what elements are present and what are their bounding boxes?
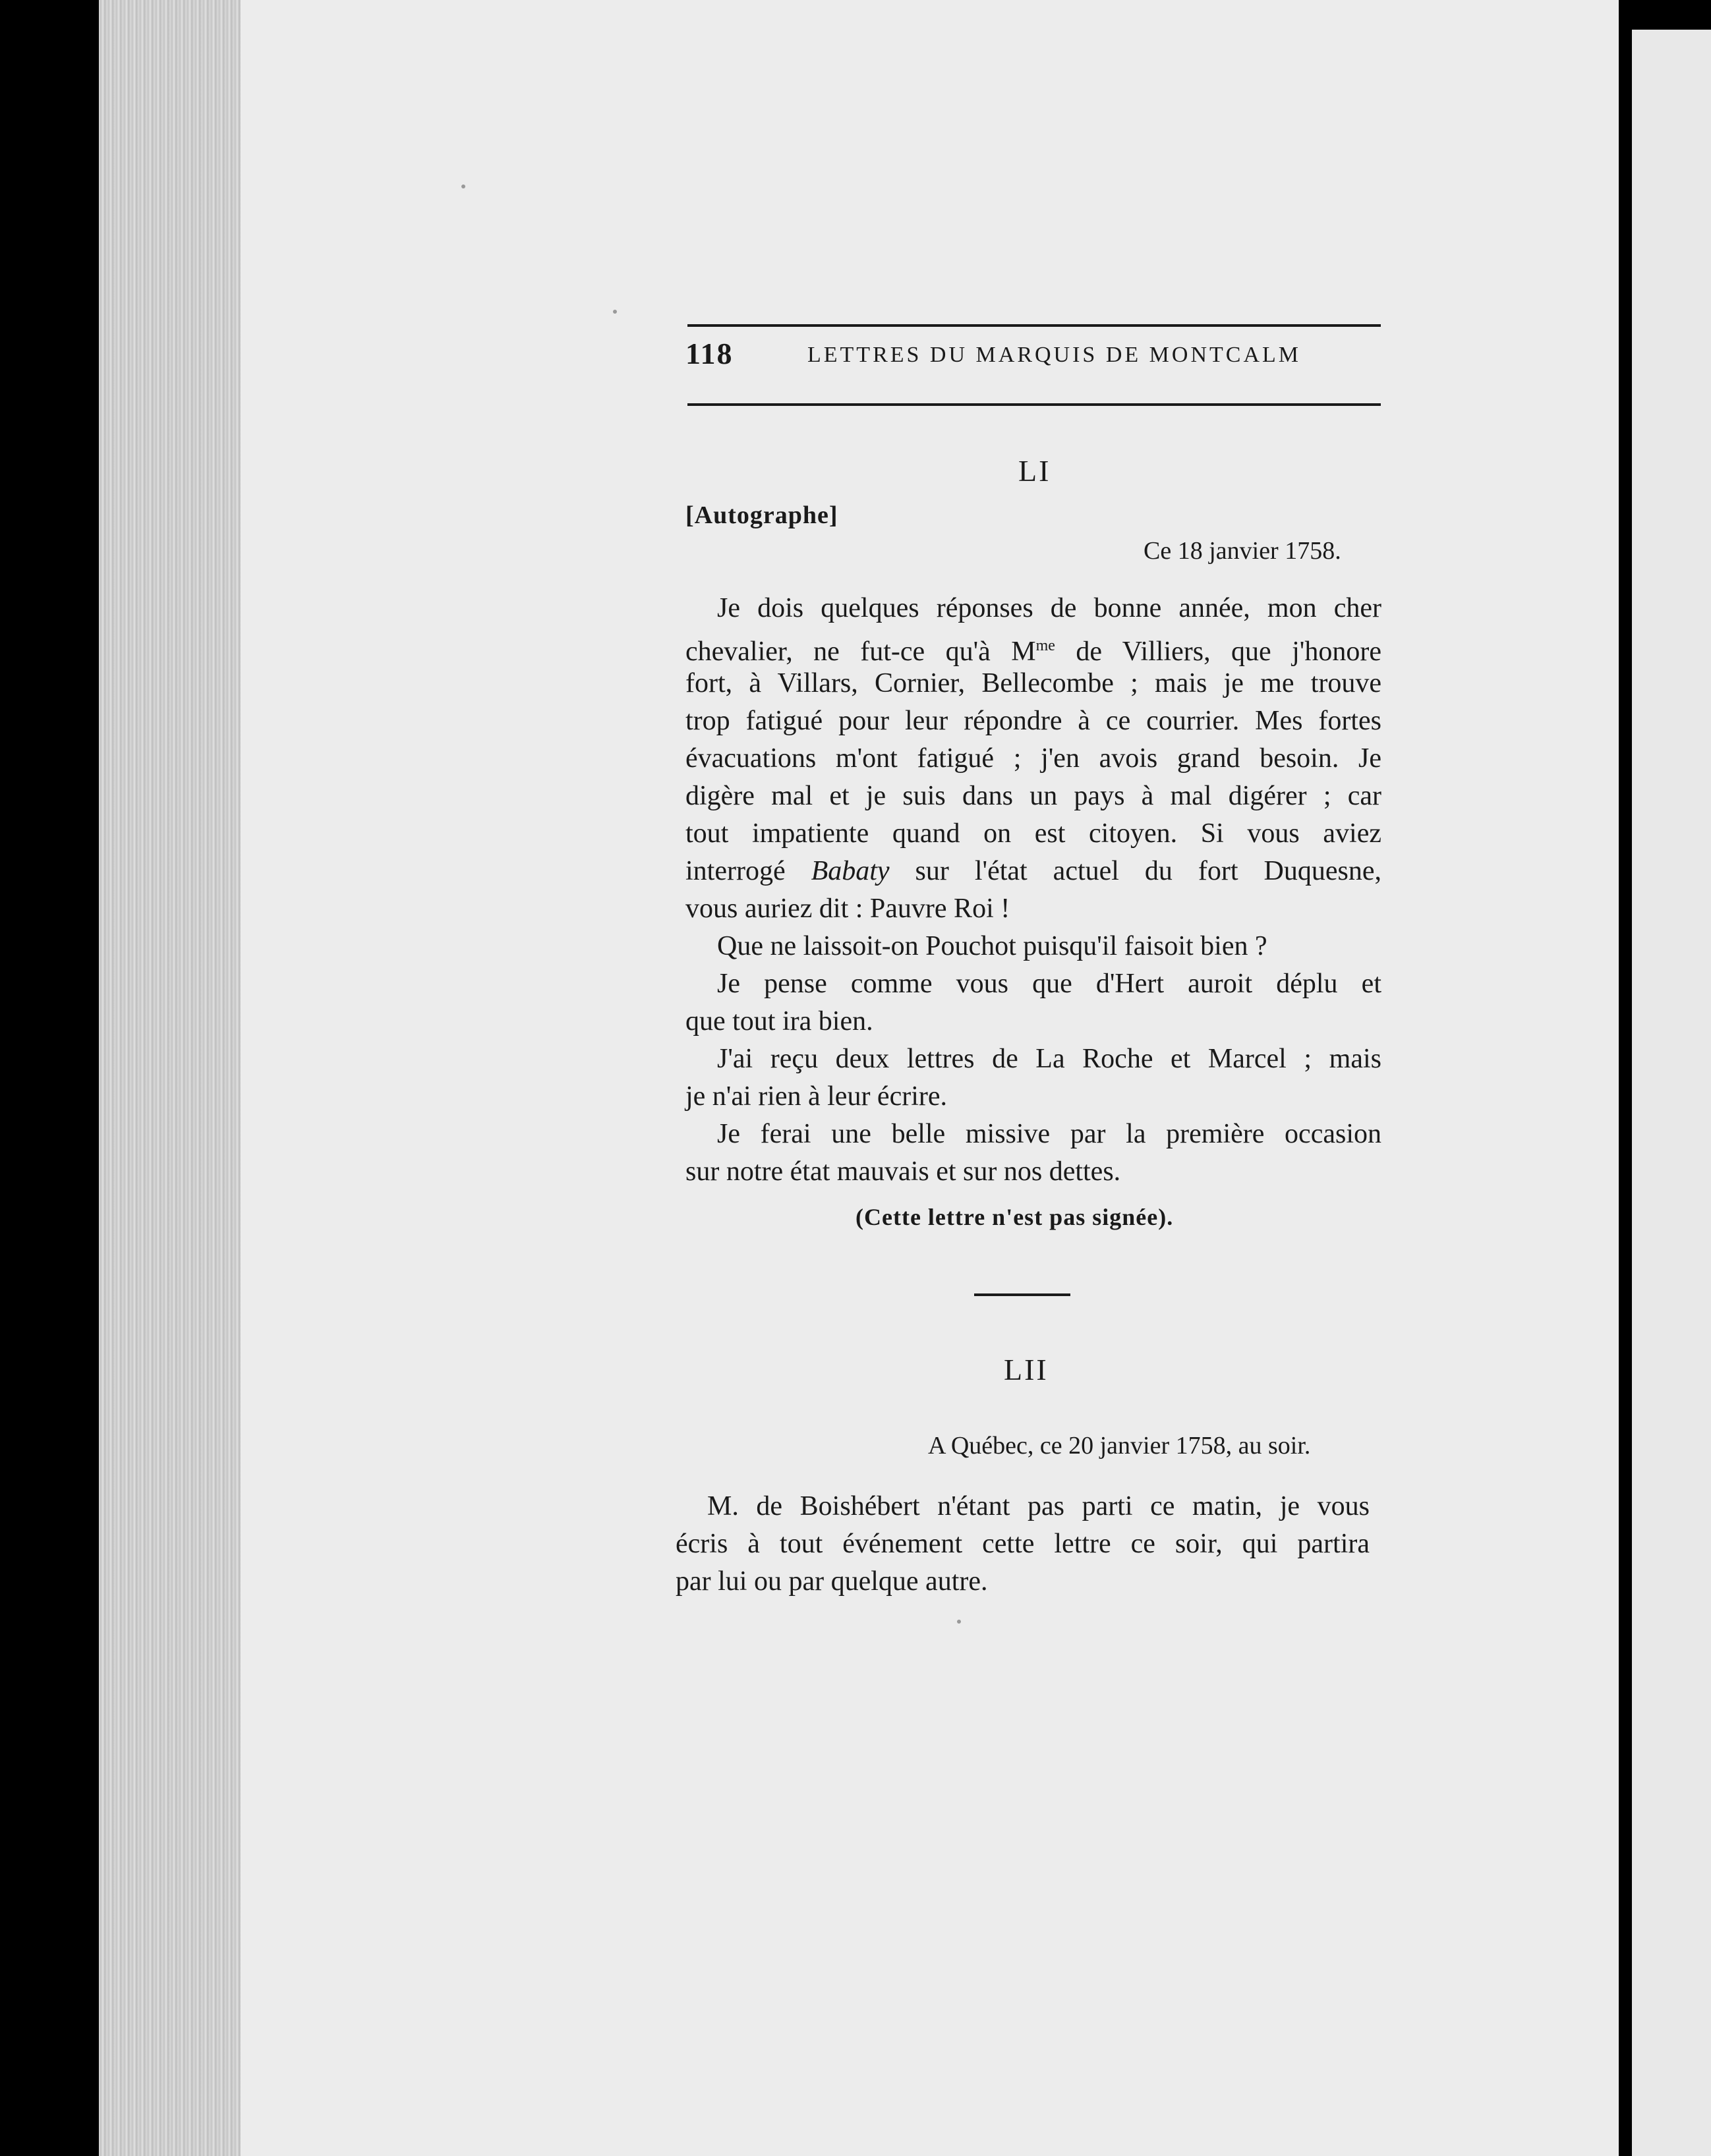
letter-line: que tout ira bien. [685, 1006, 873, 1036]
page-number: 118 [685, 337, 734, 370]
letter-number: LII [1004, 1353, 1049, 1386]
scan-speck [461, 184, 465, 188]
letter-line: par lui ou par quelque autre. [676, 1566, 988, 1597]
running-header [685, 336, 1384, 382]
letter-line: fort, à Villars, Cornier, Bellecombe ; mais je me trouve [685, 668, 1381, 698]
letter-line: tout impatiente quand on est citoyen. Si vous aviez [685, 818, 1381, 849]
letter-line: interrogé Babaty sur l'état actuel du fort Duquesne, [685, 856, 1381, 886]
letter-line: J'ai reçu deux lettres de La Roche et Marcel ; mais [717, 1044, 1381, 1074]
letter-line: M. de Boishébert n'étant pas parti ce matin, je vous [707, 1491, 1370, 1521]
letter-line: Je dois quelques réponses de bonne année, mon cher [717, 593, 1381, 623]
header-bottom-rule [687, 403, 1381, 406]
letter-line: Je ferai une belle missive par la première occasion [717, 1119, 1381, 1149]
letter-line: Je pense comme vous que d'Hert auroit déplu et [717, 969, 1381, 999]
letter-line: Que ne laissoit-on Pouchot puisqu'il faisoit bien ? [717, 931, 1267, 961]
letter-line: vous auriez dit : Pauvre Roi ! [685, 894, 1010, 924]
scan-speck [613, 310, 617, 314]
letter-date: A Québec, ce 20 janvier 1758, au soir. [928, 1432, 1311, 1460]
letter-line: évacuations m'ont fatigué ; j'en avois grand besoin. Je [685, 743, 1381, 774]
letter-line: digère mal et je suis dans un pays à mal digérer ; car [685, 781, 1381, 811]
letter-line: je n'ai rien à leur écrire. [685, 1081, 947, 1112]
letter-line: écris à tout événement cette lettre ce soir, qui partira [676, 1529, 1370, 1559]
scan-speck [957, 1620, 961, 1624]
page-edges [99, 0, 241, 2156]
letter-date: Ce 18 janvier 1758. [1144, 537, 1341, 565]
letter-line: trop fatigué pour leur répondre à ce courrier. Mes fortes [685, 706, 1381, 736]
letter-line: sur notre état mauvais et sur nos dettes. [685, 1156, 1121, 1187]
letter-number: LI [1018, 454, 1051, 488]
letter-source: [Autographe] [685, 501, 838, 529]
running-title: LETTRES DU MARQUIS DE MONTCALM [807, 343, 1301, 367]
letter-line: chevalier, ne fut-ce qu'à $M^{me}$ de Villiers, que j'honore [685, 637, 1381, 667]
letter-note: (Cette lettre n'est pas signée). [856, 1204, 1174, 1230]
facing-page-edge [1632, 30, 1711, 2156]
header-top-rule [687, 324, 1381, 327]
section-separator [974, 1293, 1070, 1296]
